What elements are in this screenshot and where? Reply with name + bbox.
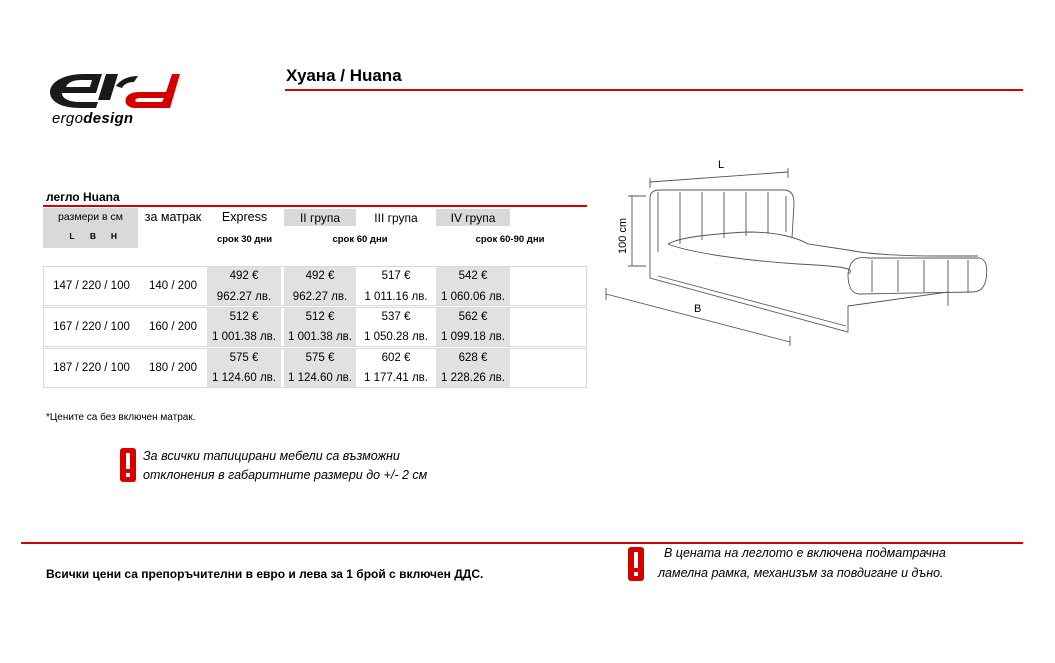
price-eur: 492 €	[305, 270, 335, 282]
row-mattress: 140 / 200	[149, 280, 197, 292]
length-label: L	[718, 159, 725, 171]
row-mattress: 180 / 200	[149, 362, 197, 374]
term-groups-2-3: срок 60 дни	[332, 234, 388, 245]
price-bgn: 1 011.16 лв.	[364, 291, 428, 303]
logo-wordmark: ergodesign	[52, 110, 134, 127]
price-bgn: 1 124.60 лв.	[212, 372, 276, 384]
price-bgn: 1 060.06 лв.	[441, 291, 505, 303]
frame-note-line2: ламелна рамка, механизъм за повдигане и дъно.	[658, 566, 944, 580]
price-bgn: 962.27 лв.	[216, 291, 272, 303]
product-label: легло Huana	[46, 190, 120, 204]
table-divider	[43, 205, 587, 207]
bed-dimension-diagram	[598, 156, 998, 346]
term-express: срок 30 дни	[216, 234, 273, 245]
price-eur: 542 €	[458, 270, 488, 282]
group-2-header: II група	[299, 211, 341, 225]
price-bgn: 962.27 лв.	[292, 291, 348, 303]
page-title: Хуана / Huana	[286, 66, 402, 85]
table-footnote: *Цените са без включен матрак.	[46, 412, 196, 423]
row-size: 167 / 220 / 100	[53, 321, 130, 333]
price-eur: 628 €	[458, 352, 488, 364]
row-size: 147 / 220 / 100	[53, 280, 130, 292]
group-4-header: IV група	[450, 211, 496, 225]
group-3-header: III група	[374, 211, 418, 225]
price-bgn: 1 001.38 лв.	[212, 331, 276, 343]
price-bgn: 1 177.41 лв.	[364, 372, 428, 384]
mattress-header: за матрак	[144, 210, 202, 224]
price-bgn: 1 050.28 лв.	[364, 331, 428, 343]
sizes-sub-h: H	[110, 231, 118, 241]
tolerance-note-line2: отклонения в габаритните размери до +/- 2 см	[143, 468, 428, 482]
frame-note-line1: В цената на леглото е включена подматрачна	[664, 546, 946, 560]
price-eur: 512 €	[305, 311, 335, 323]
price-eur: 492 €	[229, 270, 259, 282]
price-bgn: 1 228.26 лв.	[441, 372, 505, 384]
term-group-4: срок 60-90 дни	[475, 234, 545, 245]
prices-info: Всички цени са препоръчителни в евро и лева за 1 брой с включен ДДС.	[46, 567, 484, 581]
exclamation-icon	[628, 547, 644, 581]
price-eur: 537 €	[381, 311, 411, 323]
width-label: B	[694, 303, 702, 315]
tolerance-note-line1: За всички тапицирани мебели са възможни	[143, 449, 400, 463]
price-eur: 575 €	[229, 352, 259, 364]
sizes-header: размери в см	[57, 211, 124, 223]
sizes-sub-l: L	[69, 231, 75, 241]
sizes-sub-b: B	[89, 231, 97, 241]
price-eur: 575 €	[305, 352, 335, 364]
exclamation-icon	[120, 448, 136, 482]
group-express-header: Express	[221, 210, 268, 224]
price-bgn: 1 124.60 лв.	[288, 372, 352, 384]
price-eur: 512 €	[229, 311, 259, 323]
row-size: 187 / 220 / 100	[53, 362, 130, 374]
price-bgn: 1 099.18 лв.	[441, 331, 505, 343]
row-mattress: 160 / 200	[149, 321, 197, 333]
height-label: 100 cm	[617, 217, 629, 254]
title-divider	[285, 89, 1023, 91]
price-eur: 562 €	[458, 311, 488, 323]
price-eur: 517 €	[381, 270, 411, 282]
price-eur: 602 €	[381, 352, 411, 364]
price-bgn: 1 001.38 лв.	[288, 331, 352, 343]
